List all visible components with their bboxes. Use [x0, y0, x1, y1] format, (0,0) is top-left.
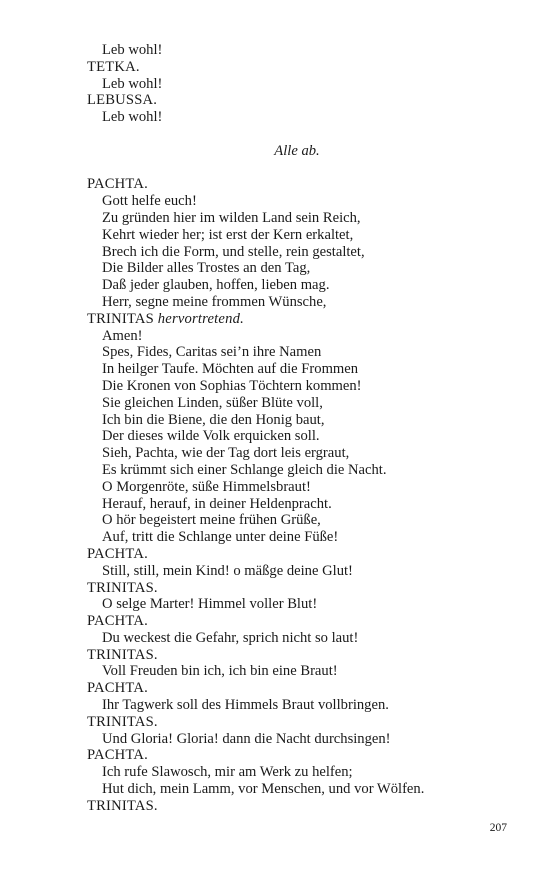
verse-line: Leb wohl!	[102, 75, 163, 92]
speaker-name: PACHTA.	[87, 613, 148, 630]
blank-line	[87, 160, 507, 177]
verse-line: Du weckest die Gefahr, sprich nicht so laut!	[102, 629, 359, 646]
speaker-name: TETKA.	[87, 58, 140, 75]
verse-line: Still, still, mein Kind! o mäßge deine Glut!	[102, 562, 353, 579]
verse-line: O hör begeistert meine frühen Grüße,	[102, 512, 321, 529]
verse-line: Sie gleichen Linden, süßer Blüte voll,	[102, 394, 323, 411]
verse-line: Es krümmt sich einer Schlange gleich die Nacht.	[102, 461, 387, 478]
verse-line: Der dieses wilde Volk erquicken soll.	[102, 428, 320, 445]
verse-line: In heilger Taufe. Möchten auf die Frommen	[102, 361, 359, 378]
verse-line: Sieh, Pachta, wie der Tag dort leis ergraut,	[102, 445, 350, 462]
drama-text-block	[87, 42, 507, 815]
verse-line: Ich rufe Slawosch, mir am Werk zu helfen;	[102, 764, 353, 781]
verse-line: Gott helfe euch!	[102, 193, 197, 210]
verse-line: Hut dich, mein Lamm, vor Menschen, und vor Wölfen.	[102, 781, 425, 798]
verse-line: Die Kronen von Sophias Töchtern kommen!	[102, 377, 362, 394]
stage-direction: Alle ab.	[274, 142, 320, 159]
verse-line: Die Bilder alles Trostes an den Tag,	[102, 260, 311, 277]
verse-line: Zu gründen hier im wilden Land sein Reich,	[102, 209, 361, 226]
speaker-name: PACHTA.	[87, 176, 148, 193]
verse-line: Leb wohl!	[102, 42, 163, 58]
speaker-name: LEBUSSA.	[87, 92, 158, 109]
speaker-name: TRINITAS.	[87, 646, 158, 663]
speaker-name: PACHTA.	[87, 680, 148, 697]
verse-line: O Morgenröte, süße Himmelsbraut!	[102, 478, 311, 495]
verse-line: Auf, tritt die Schlange unter deine Füße!	[102, 529, 339, 546]
speaker-name: PACHTA.	[87, 747, 148, 764]
speaker-name: TRINITAS.	[87, 797, 158, 814]
speaker-name: PACHTA.	[87, 545, 148, 562]
speaker-name: TRINITAS	[87, 310, 154, 327]
speaker-with-direction	[87, 311, 507, 328]
verse-line: Kehrt wieder her; ist erst der Kern erkaltet,	[102, 226, 354, 243]
verse-line: Ihr Tagwerk soll des Himmels Braut vollbringen.	[102, 697, 389, 714]
verse-line: Und Gloria! Gloria! dann die Nacht durchsingen!	[102, 730, 391, 747]
verse-line: Herr, segne meine frommen Wünsche,	[102, 293, 327, 310]
verse-line: Amen!	[102, 327, 143, 344]
verse-line: Leb wohl!	[102, 109, 163, 126]
verse-line: Herauf, herauf, in deiner Heldenpracht.	[102, 495, 332, 512]
stage-direction-inline: hervortretend.	[157, 310, 244, 327]
blank-line	[87, 126, 507, 143]
page-number: 207	[489, 822, 507, 834]
verse-line: O selge Marter! Himmel voller Blut!	[102, 596, 318, 613]
verse-line: Brech ich die Form, und stelle, rein gestaltet,	[102, 243, 365, 260]
verse-line: Ich bin die Biene, die den Honig baut,	[102, 411, 325, 428]
speaker-name: TRINITAS.	[87, 579, 158, 596]
verse-line: Daß jeder glauben, hoffen, lieben mag.	[102, 277, 330, 294]
verse-line: Spes, Fides, Caritas sei’n ihre Namen	[102, 344, 322, 361]
verse-line: Voll Freuden bin ich, ich bin eine Braut!	[102, 663, 338, 680]
speaker-name: TRINITAS.	[87, 713, 158, 730]
